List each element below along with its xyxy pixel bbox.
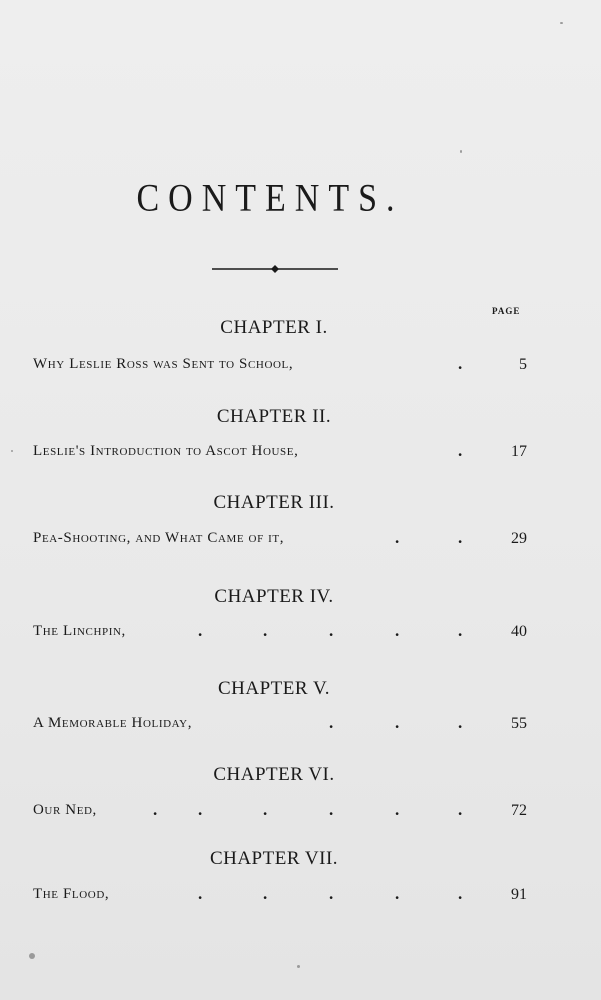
toc-entry: Our Ned, . . . . . . 72 [33, 800, 527, 819]
chapter-heading: CHAPTER VI. [213, 764, 335, 785]
page-number: 91 [511, 886, 527, 903]
toc-entry: Pea-Shooting, and What Came of it, . . 29 [33, 528, 527, 547]
title-rule-ornament [212, 262, 338, 276]
toc-entry: A Memorable Holiday, . . . 55 [33, 713, 527, 732]
chapter-heading: CHAPTER II. [216, 406, 332, 427]
page-number: 72 [511, 802, 527, 819]
toc-entry: Why Leslie Ross was Sent to School, . 5 [33, 354, 527, 373]
chapter-title: Pea-Shooting, and What Came of it, [33, 530, 285, 546]
page-column-heading: PAGE [492, 306, 521, 316]
toc-entry: Leslie's Introduction to Ascot House, . 17 [33, 441, 527, 460]
chapter-heading: CHAPTER V. [218, 678, 330, 699]
page-number: 40 [511, 623, 527, 640]
chapter-heading: CHAPTER I. [220, 317, 328, 338]
chapter-title: Why Leslie Ross was Sent to School, [33, 356, 294, 372]
chapter-heading: CHAPTER IV. [214, 586, 334, 607]
toc-entry: The Flood, . . . . . 91 [33, 884, 527, 903]
page-number: 29 [511, 530, 527, 547]
chapter-title: A Memorable Holiday, [33, 715, 193, 731]
page-number: 17 [511, 443, 527, 460]
page-number: 55 [511, 715, 527, 732]
chapter-heading: CHAPTER III. [213, 492, 335, 513]
chapter-title: Our Ned, [33, 802, 97, 818]
chapter-title: The Linchpin, [33, 623, 126, 639]
toc-entry: The Linchpin, . . . . . 40 [33, 621, 527, 640]
chapter-heading: CHAPTER VII. [209, 848, 339, 869]
page-title: CONTENTS. [136, 177, 404, 220]
chapter-title: Leslie's Introduction to Ascot House, [33, 443, 299, 459]
page-number: 5 [519, 356, 527, 373]
chapter-title: The Flood, [33, 886, 110, 902]
